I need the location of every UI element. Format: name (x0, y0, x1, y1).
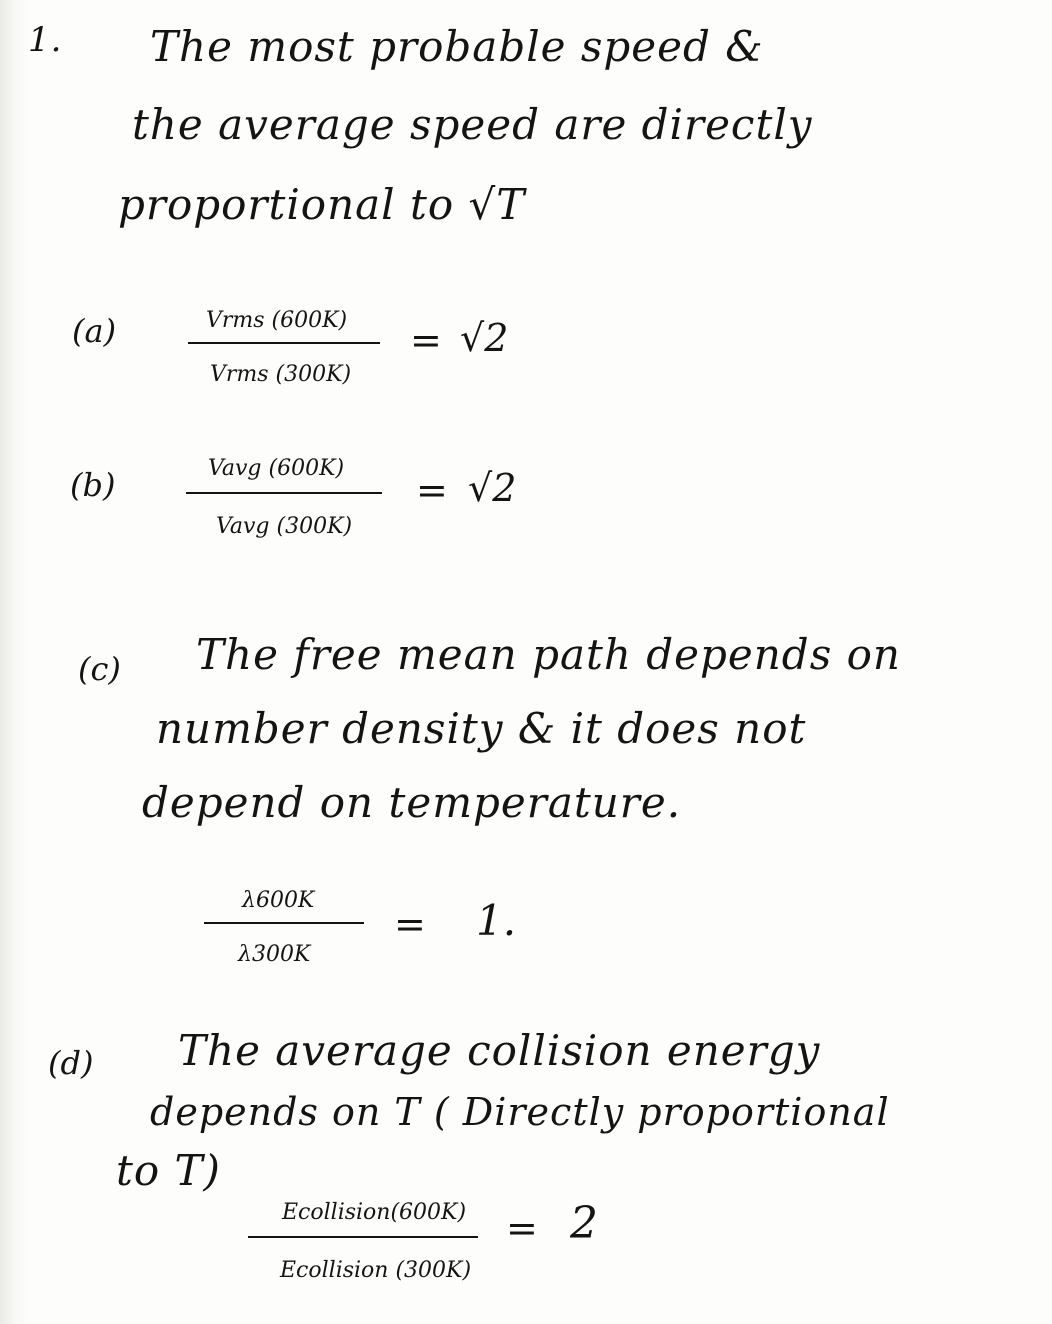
part-c-denominator: λ300K (238, 942, 311, 967)
part-c-result: 1. (476, 896, 517, 945)
part-a-equals: = (410, 318, 442, 362)
part-c-fraction (204, 880, 384, 990)
part-d-numerator: Ecollision(600K) (282, 1200, 467, 1225)
part-b-fraction (186, 448, 386, 558)
part-d-equals: = (506, 1206, 538, 1250)
part-b-numerator: Vavg (600K) (208, 456, 345, 481)
point-number: 1. (28, 20, 63, 60)
part-d-line1: The average collision energy (178, 1026, 821, 1075)
part-b-denominator: Vavg (300K) (216, 514, 353, 539)
part-d-denominator: Ecollision (300K) (280, 1258, 472, 1283)
part-c-numerator: λ600K (242, 888, 315, 913)
part-a-result: √2 (460, 316, 509, 360)
part-d-result: 2 (570, 1198, 598, 1249)
part-a-fraction (188, 300, 388, 410)
part-c-line3: depend on temperature. (142, 778, 682, 827)
part-b-result: √2 (468, 466, 517, 510)
part-a-denominator: Vrms (300K) (210, 362, 352, 387)
point1-line3: proportional to √T (118, 180, 526, 229)
part-d-line3: to T) (116, 1146, 221, 1195)
part-c-line1: The free mean path depends on (196, 630, 901, 679)
part-d-label: (d) (48, 1044, 94, 1082)
point1-line1: The most probable speed & (150, 22, 764, 71)
part-d-fraction (248, 1190, 488, 1300)
part-c-line2: number density & it does not (156, 704, 807, 753)
part-c-fraction-bar (204, 922, 364, 924)
part-a-numerator: Vrms (600K) (206, 308, 348, 333)
point1-line2: the average speed are directly (132, 100, 813, 149)
part-b-equals: = (416, 468, 448, 512)
part-b-fraction-bar (186, 492, 382, 494)
part-c-equals: = (394, 902, 426, 946)
part-a-fraction-bar (188, 342, 380, 344)
part-c-label: (c) (78, 650, 121, 688)
part-a-label: (a) (72, 312, 117, 350)
part-d-line2: depends on T ( Directly proportional (150, 1090, 890, 1134)
part-b-label: (b) (70, 466, 116, 504)
part-d-fraction-bar (248, 1236, 478, 1238)
